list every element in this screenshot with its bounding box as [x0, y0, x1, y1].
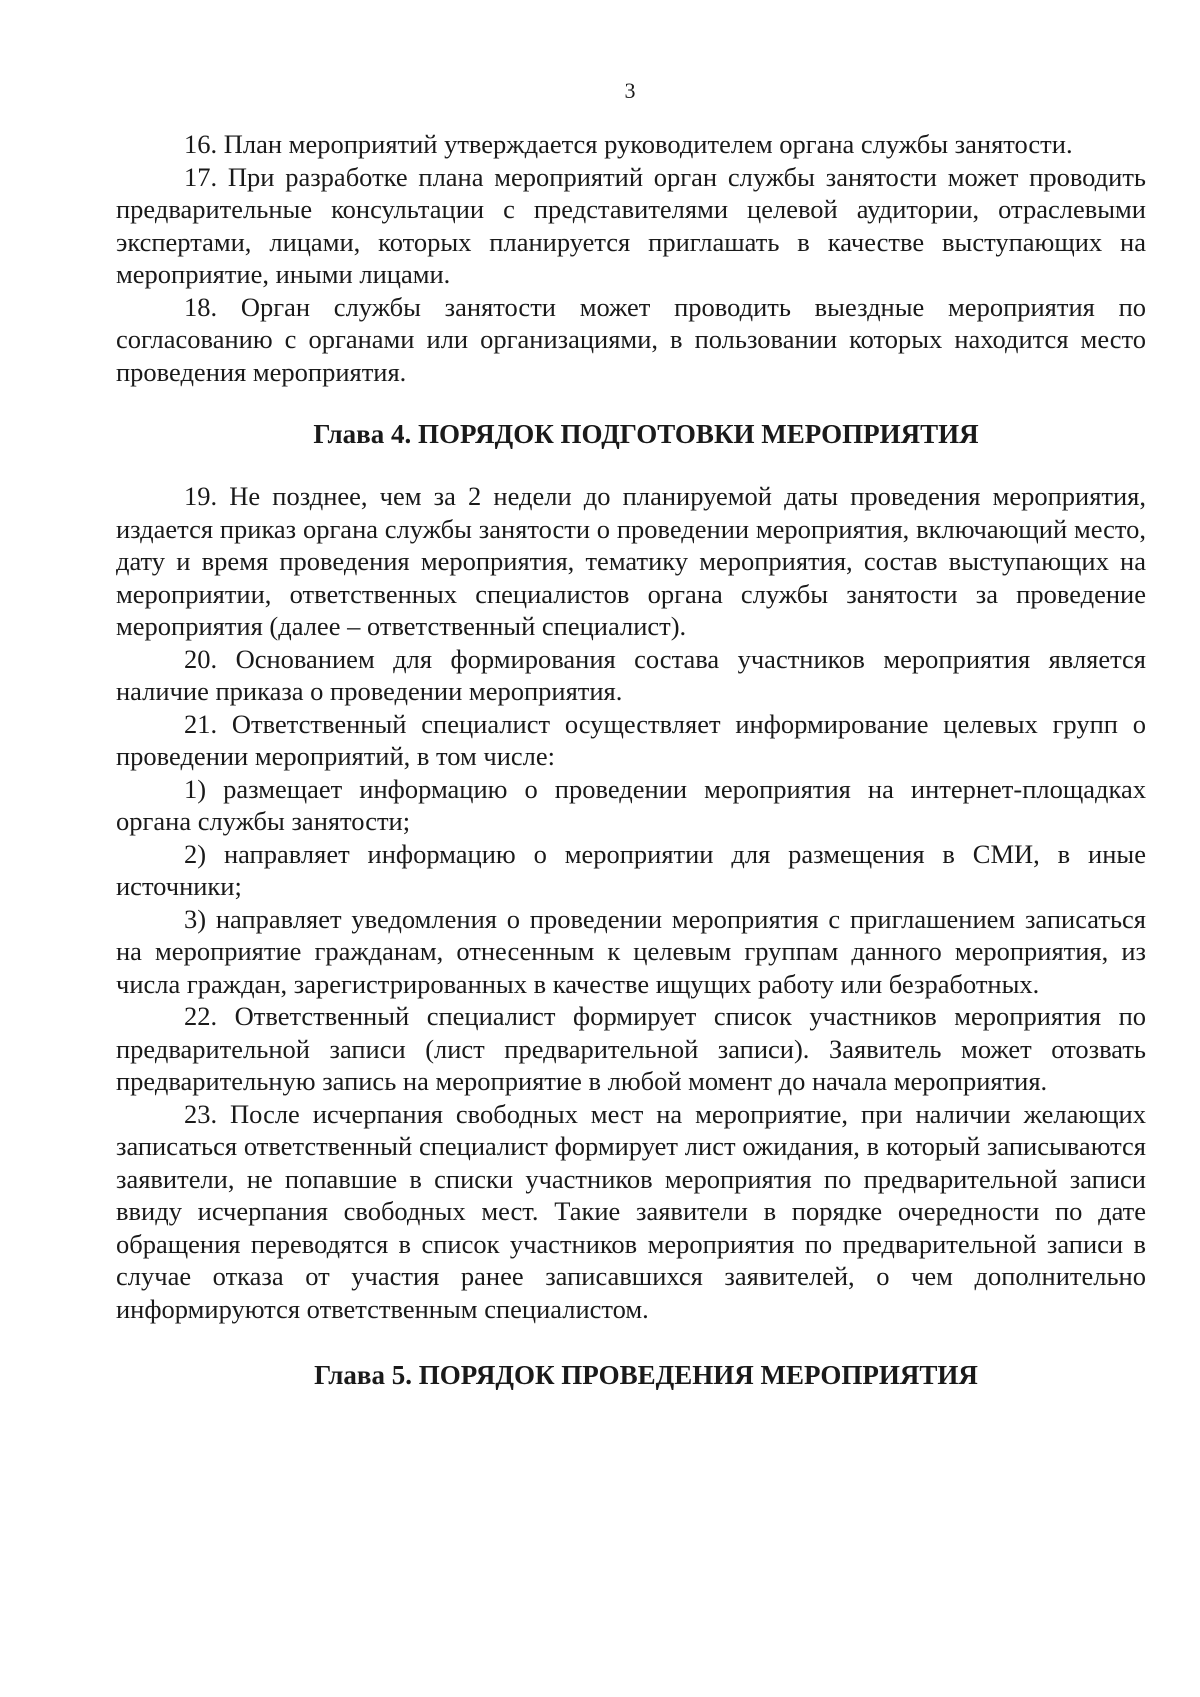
- clause-21: 21. Ответственный специалист осуществляет информирование целевых групп о проведении мероприятий, в том числе:: [116, 708, 1146, 771]
- clause-20: 20. Основанием для формирования состава участников мероприятия является наличие приказа о проведении мероприятия.: [116, 643, 1146, 706]
- clause-21-item-2: 2) направляет информацию о мероприятии для размещения в СМИ, в иные источники;: [116, 838, 1146, 901]
- clause-23: 23. После исчерпания свободных мест на мероприятие, при наличии желающих записаться ответственный специалист формирует лист ожидания, в который записываются заявители, не попавшие в списки участников мероприятия по предварительной записи ввиду исчерпания свободных мест. Такие заявители в порядке очередности по дате обращения переводятся в список участников мероприятия по предварительной записи в случае отказа от участия ранее записавшихся заявителей, о чем дополнительно информируются ответственным специалистом.: [116, 1098, 1146, 1324]
- document-body: [116, 128, 1146, 1391]
- page-number: 3: [624, 78, 636, 103]
- clause-21-item-1: 1) размещает информацию о проведении мероприятия на интернет-площадках органа службы занятости;: [116, 773, 1146, 836]
- clause-16: 16. План мероприятий утверждается руководителем органа службы занятости.: [184, 129, 1073, 159]
- clause-22: 22. Ответственный специалист формирует список участников мероприятия по предварительной записи (лист предварительной записи). Заявитель может отозвать предварительную запись на мероприятие в любой момент до начала мероприятия.: [116, 1001, 1146, 1096]
- chapter-5-title: Глава 5. ПОРЯДОК ПРОВЕДЕНИЯ МЕРОПРИЯТИЯ: [314, 1360, 978, 1390]
- chapter-4-title: Глава 4. ПОРЯДОК ПОДГОТОВКИ МЕРОПРИЯТИЯ: [313, 419, 979, 449]
- clause-17: 17. При разработке плана мероприятий орган службы занятости может проводить предварительные консультации с представителями целевой аудитории, отраслевыми экспертами, лицами, которых планируется приглашать в качестве выступающих на мероприятие, иными лицами.: [116, 161, 1146, 289]
- clause-21-item-3: 3) направляет уведомления о проведении мероприятия с приглашением записаться на мероприятие гражданам, отнесенным к целевым группам данного мероприятия, из числа граждан, зарегистрированных в качестве ищущих работу или безработных.: [116, 903, 1146, 999]
- clause-19: 19. Не позднее, чем за 2 недели до планируемой даты проведения мероприятия, издается приказ органа службы занятости о проведении мероприятия, включающий место, дату и время проведения мероприятия, тематику мероприятия, состав выступающих на мероприятии, ответственных специалистов органа службы занятости за проведение мероприятия (далее – ответственный специалист).: [116, 481, 1146, 641]
- clause-18: 18. Орган службы занятости может проводить выездные мероприятия по согласованию с органами или организациями, в пользовании которых находится место проведения мероприятия.: [116, 291, 1146, 387]
